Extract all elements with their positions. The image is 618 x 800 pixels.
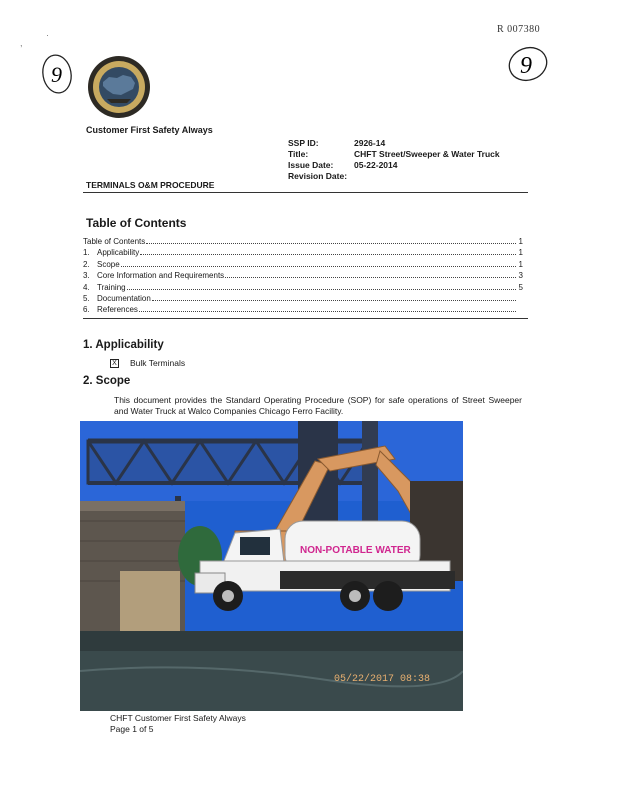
handwritten-number: 9 xyxy=(51,62,62,87)
toc-entry-number: 2. xyxy=(83,259,90,269)
toc-entry-page: 1 xyxy=(518,259,523,269)
page-number: Page 1 of 5 xyxy=(110,724,154,734)
scan-mark: · xyxy=(46,30,49,40)
table-of-contents xyxy=(83,236,523,316)
title-label: Title: xyxy=(288,149,309,159)
toc-entry-number: 4. xyxy=(83,282,90,292)
toc-entry-page: 3 xyxy=(518,271,523,281)
toc-entry-number: 3. xyxy=(83,271,90,281)
revision-date-label: Revision Date: xyxy=(288,171,348,181)
water-truck-photo xyxy=(80,421,463,711)
toc-entry-label: Training xyxy=(97,282,126,292)
cab-window xyxy=(240,537,270,555)
toc-entry-label: Applicability xyxy=(97,248,140,258)
company-seal-logo xyxy=(87,55,151,119)
toc-entry[interactable] xyxy=(83,236,523,247)
scan-mark: , xyxy=(20,38,23,48)
handwritten-number: 9 xyxy=(520,53,532,79)
toc-entry-page: 1 xyxy=(518,237,523,246)
handwritten-circled-number-left xyxy=(40,52,76,96)
issue-date-value: 05-22-2014 xyxy=(354,160,398,170)
toc-entry[interactable] xyxy=(83,282,523,293)
header-divider xyxy=(83,192,528,193)
company-tagline: Customer First Safety Always xyxy=(86,125,213,135)
bulk-terminals-checkbox[interactable]: X xyxy=(110,359,119,368)
toc-entry[interactable] xyxy=(83,293,523,304)
department-heading: TERMINALS O&M PROCEDURE xyxy=(86,180,215,190)
toc-entry[interactable] xyxy=(83,270,523,281)
photo-timestamp: 05/22/2017 08:38 xyxy=(334,674,431,685)
toc-entry-number: 1. xyxy=(83,248,90,258)
applicability-heading: 1. Applicability xyxy=(83,339,164,351)
toc-entry-label: Table of Contents xyxy=(83,237,146,246)
toc-entry-label: References xyxy=(97,305,138,315)
ssp-id-value: 2926-14 xyxy=(354,138,386,148)
tank-label: NON-POTABLE WATER xyxy=(300,545,411,556)
toc-entry-number: 5. xyxy=(83,294,90,304)
ssp-id-label: SSP ID: xyxy=(288,138,319,148)
toc-entry[interactable] xyxy=(83,247,523,258)
toc-entry[interactable] xyxy=(83,259,523,270)
scope-heading: 2. Scope xyxy=(83,375,131,387)
toc-entry-page: 5 xyxy=(518,282,523,292)
toc-entry-label: Documentation xyxy=(97,294,151,304)
toc-entry-label: Scope xyxy=(97,259,120,269)
bates-number: R 007380 xyxy=(497,24,541,35)
toc-entry-number: 6. xyxy=(83,305,90,315)
handwritten-circled-number-right xyxy=(505,44,551,86)
toc-title: Table of Contents xyxy=(86,216,187,230)
toc-entry[interactable] xyxy=(83,304,523,315)
toc-divider xyxy=(83,318,528,319)
document-metadata xyxy=(288,138,500,182)
scope-paragraph: This document provides the Standard Operating Procedure (SOP) for safe operations of Street Sweeper and Water Truck at Walco Companies Chicago Ferro Facility. xyxy=(114,395,522,416)
page-footer xyxy=(110,713,246,735)
toc-entry-page: 1 xyxy=(518,248,523,258)
title-value: CHFT Street/Sweeper & Water Truck xyxy=(354,149,500,159)
footer-tagline: CHFT Customer First Safety Always xyxy=(110,713,246,723)
toc-entry-label: Core Information and Requirements xyxy=(97,271,225,281)
issue-date-label: Issue Date: xyxy=(288,160,334,170)
bulk-terminals-label: Bulk Terminals xyxy=(130,358,186,368)
